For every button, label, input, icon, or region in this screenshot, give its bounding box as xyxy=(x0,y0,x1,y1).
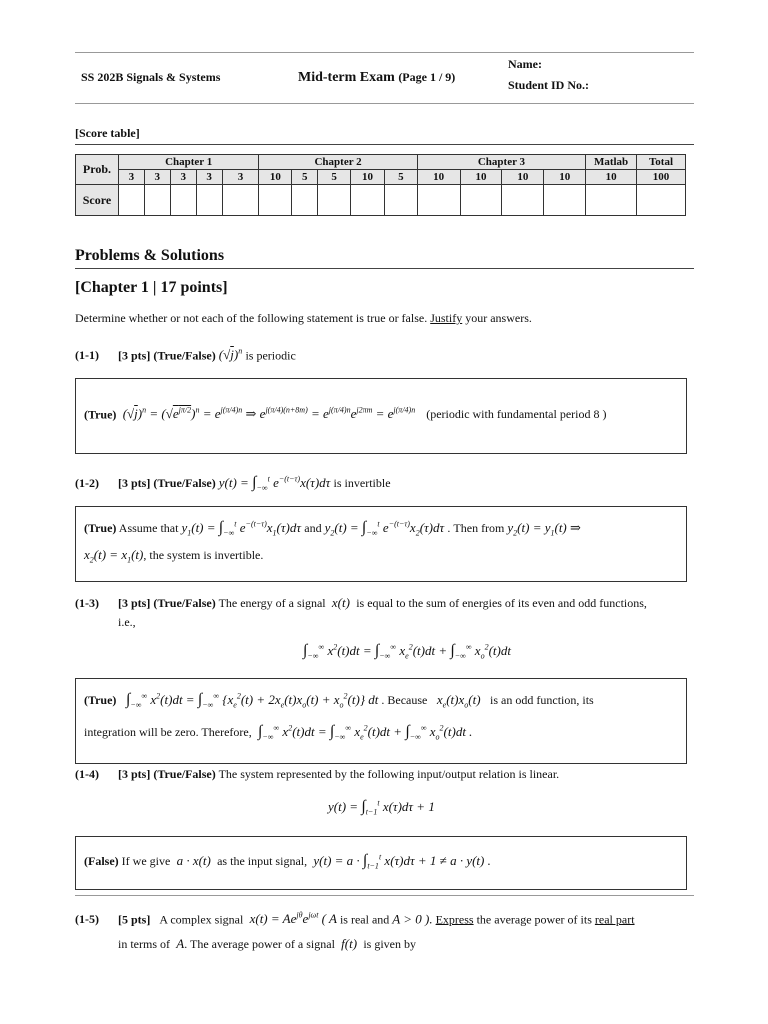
score-cell[interactable] xyxy=(637,185,686,216)
formula: f(t) xyxy=(337,936,361,951)
formula: $y_2(t) = y_1(t)$ ⇒ xyxy=(507,520,581,538)
score-cell[interactable] xyxy=(222,185,259,216)
formula: A > 0 ). xyxy=(392,911,433,927)
page-indicator: (Page 1 / 9) xyxy=(398,70,456,84)
points-cell: 10 xyxy=(417,170,460,185)
score-table xyxy=(75,154,686,216)
answer-verdict: (True) xyxy=(84,521,117,535)
student-id-label: Student ID No.: xyxy=(508,78,590,92)
points-cell: 3 xyxy=(118,170,144,185)
formula: $(√j)^n = (√e^{j\pi/2})^n = e^{j(\pi/4)n}$ ⇒ $e^{j(\pi/4)(n+8m)} = e^{j(\pi/4)n}e^{j2\pi m} = e^{j(\pi/4)n}$ xyxy=(119,406,416,422)
formula: $\int_{-\infty}^\infty$ $x^2(t)dt = \int_{-\infty}^\infty$ $\{x_e^2(t) + 2x_e(t)x_o(t) + x_o^2(t)\}$ dt xyxy=(125,691,379,710)
formula: $y_2(t) = \int_{-\infty}^t$ $e^{-(t-\tau)}x_2(\tau)d\tau$ xyxy=(324,519,448,538)
problem-1-5: (1-5) [5 pts] A complex signal $x(t) = Ae^{j\theta}e^{j\omega t}$ ( A is real and A > 0 ). Express the average power of its real part xyxy=(75,911,635,927)
points-cell: 3 xyxy=(170,170,196,185)
formula: $x_2(t) = x_1(t)$ xyxy=(84,547,144,565)
formula: $x(t) = Ae^{j\theta}e^{j\omega t}$ ( A xyxy=(246,911,337,927)
group-chapter-1: Chapter 1 xyxy=(118,155,258,170)
score-cell[interactable] xyxy=(502,185,544,216)
problem-1-3-ie: i.e., xyxy=(118,615,136,629)
problem-1-2: (1-2) [3 pts] (True/False) $y(t) = \int_{-\infty}^t$ $e^{-(t-\tau)}x(\tau)d\tau$ is invertible xyxy=(75,474,391,493)
header-top-rule xyxy=(75,52,694,53)
points-cell: 100 xyxy=(637,170,686,185)
answer-box-1-1: (True) $(√j)^n = (√e^{j\pi/2})^n = e^{j(\pi/4)n}$ ⇒ $e^{j(\pi/4)(n+8m)} = e^{j(\pi/4)n}e^{j2\pi m} = e^{j(\pi/4)n}$ (periodic with fundamental period 8 ) xyxy=(75,378,687,454)
problem-1-4: (1-4) [3 pts] (True/False) The system represented by the following input/output relation is linear. xyxy=(75,767,560,781)
score-table-label: [Score table] xyxy=(75,126,140,140)
formula: $x_e(t)x_o(t)$ xyxy=(430,692,488,710)
formula: $(√j)^n$ xyxy=(218,347,243,363)
chapter-title: [Chapter 1 | 17 points] xyxy=(75,279,228,296)
score-cell[interactable] xyxy=(118,185,144,216)
name-label: Name: xyxy=(508,57,542,71)
score-cell[interactable] xyxy=(417,185,460,216)
prob-header: Prob. xyxy=(76,155,119,185)
points-cell: 3 xyxy=(222,170,259,185)
points-cell: 5 xyxy=(384,170,417,185)
formula: $y(t) = \int_{-\infty}^t$ $e^{-(t-\tau)}x(\tau)d\tau$ xyxy=(218,474,334,493)
answer-box-1-4: (False) If we give a · x(t) as the input signal, $y(t) = a \cdot \int_{t-1}^t$ x(τ)dτ + 1 ≠ a · y(t) . xyxy=(75,836,687,890)
divider xyxy=(75,895,694,896)
points-cell: 5 xyxy=(318,170,351,185)
header-bottom-rule xyxy=(75,103,694,104)
points-cell: 10 xyxy=(259,170,292,185)
problem-1-5-line2: in terms of A. The average power of a signal f(t) is given by xyxy=(118,936,416,951)
section-title: Problems & Solutions xyxy=(75,247,225,264)
group-matlab: Matlab xyxy=(586,155,637,170)
score-cell[interactable] xyxy=(259,185,292,216)
points-cell: 10 xyxy=(586,170,637,185)
instructions: Determine whether or not each of the following statement is true or false. Justify your answers. xyxy=(75,311,532,325)
course-name: SS 202B Signals & Systems xyxy=(81,70,221,84)
score-cell[interactable] xyxy=(586,185,637,216)
group-chapter-3: Chapter 3 xyxy=(417,155,585,170)
score-cell[interactable] xyxy=(318,185,351,216)
points-cell: 3 xyxy=(144,170,170,185)
formula-energy: $\int_{-\infty}^\infty$ $x^2(t)dt = \int_{-\infty}^\infty$ $x_e^2(t)dt + \int_{-\infty}^\infty$ $x_o^2(t)dt$ xyxy=(303,642,511,661)
formula: $y_1(t) = \int_{-\infty}^t$ $e^{-(t-\tau)}x_1(\tau)d\tau$ xyxy=(181,519,305,538)
score-cell[interactable] xyxy=(351,185,385,216)
points-cell: 3 xyxy=(196,170,222,185)
score-cell[interactable] xyxy=(384,185,417,216)
answer-verdict: (True) xyxy=(84,407,117,422)
score-cell[interactable] xyxy=(292,185,318,216)
points-cell: 10 xyxy=(502,170,544,185)
answer-verdict: (True) xyxy=(84,693,117,707)
points-cell: 10 xyxy=(351,170,385,185)
formula: $\int_{-\infty}^\infty$ $x^2(t)dt = \int_{-\infty}^\infty$ $x_e^2(t)dt + \int_{-\infty}^\infty$ $x_o^2(t)dt$ . xyxy=(257,723,473,742)
score-table-rule xyxy=(75,144,694,145)
score-cell[interactable] xyxy=(460,185,502,216)
score-header: Score xyxy=(76,185,119,216)
group-total: Total xyxy=(637,155,686,170)
problem-1-3: (1-3) [3 pts] (True/False) The energy of a signal x(t) is equal to the sum of energies of its even and odd functions, xyxy=(75,595,647,610)
formula-system: $y(t) = \int_{t-1}^t$ x(τ)dτ + 1 xyxy=(328,798,435,817)
answer-box-1-2: (True) Assume that $y_1(t) = \int_{-\infty}^t$ $e^{-(t-\tau)}x_1(\tau)d\tau$ and $y_2(t) = \int_{-\infty}^t$ $e^{-(t-\tau)}x_2(\tau)d\tau$ . Then from $y_2(t) = y_1(t)$ ⇒ $x_2(t) = x_1(t)$, the system is invertible. xyxy=(75,506,687,582)
formula: x(t) xyxy=(328,595,354,610)
problem-1-1: (1-1) [3 pts] (True/False) $(√j)^n$ is periodic xyxy=(75,347,296,363)
formula: $y(t) = a \cdot \int_{t-1}^t$ x(τ)dτ + 1 ≠ a · y(t) . xyxy=(310,852,491,871)
points-cell: 5 xyxy=(292,170,318,185)
score-cell[interactable] xyxy=(196,185,222,216)
exam-title: Mid-term Exam (Page 1 / 9) xyxy=(298,70,456,85)
answer-verdict: (False) xyxy=(84,854,119,868)
answer-box-1-3: (True) $\int_{-\infty}^\infty$ $x^2(t)dt = \int_{-\infty}^\infty$ $\{x_e^2(t) + 2x_e(t)x_o(t) + x_o^2(t)\}$ dt . Because $x_e(t)x_o(t)$ is an odd function, its integration will be zero. Therefore, $\int_{-\infty}^\infty$ $x^2(t)dt = \int_{-\infty}^\infty$ $x_e^2(t)dt + \int_{-\infty}^\infty$ $x_o^2(t)dt$ . xyxy=(75,678,687,764)
score-cell[interactable] xyxy=(544,185,586,216)
formula: A xyxy=(173,936,185,951)
section-rule xyxy=(75,268,694,269)
points-cell: 10 xyxy=(544,170,586,185)
group-chapter-2: Chapter 2 xyxy=(259,155,417,170)
formula: a · x(t) xyxy=(173,853,215,868)
score-cell[interactable] xyxy=(144,185,170,216)
points-cell: 10 xyxy=(460,170,502,185)
score-cell[interactable] xyxy=(170,185,196,216)
